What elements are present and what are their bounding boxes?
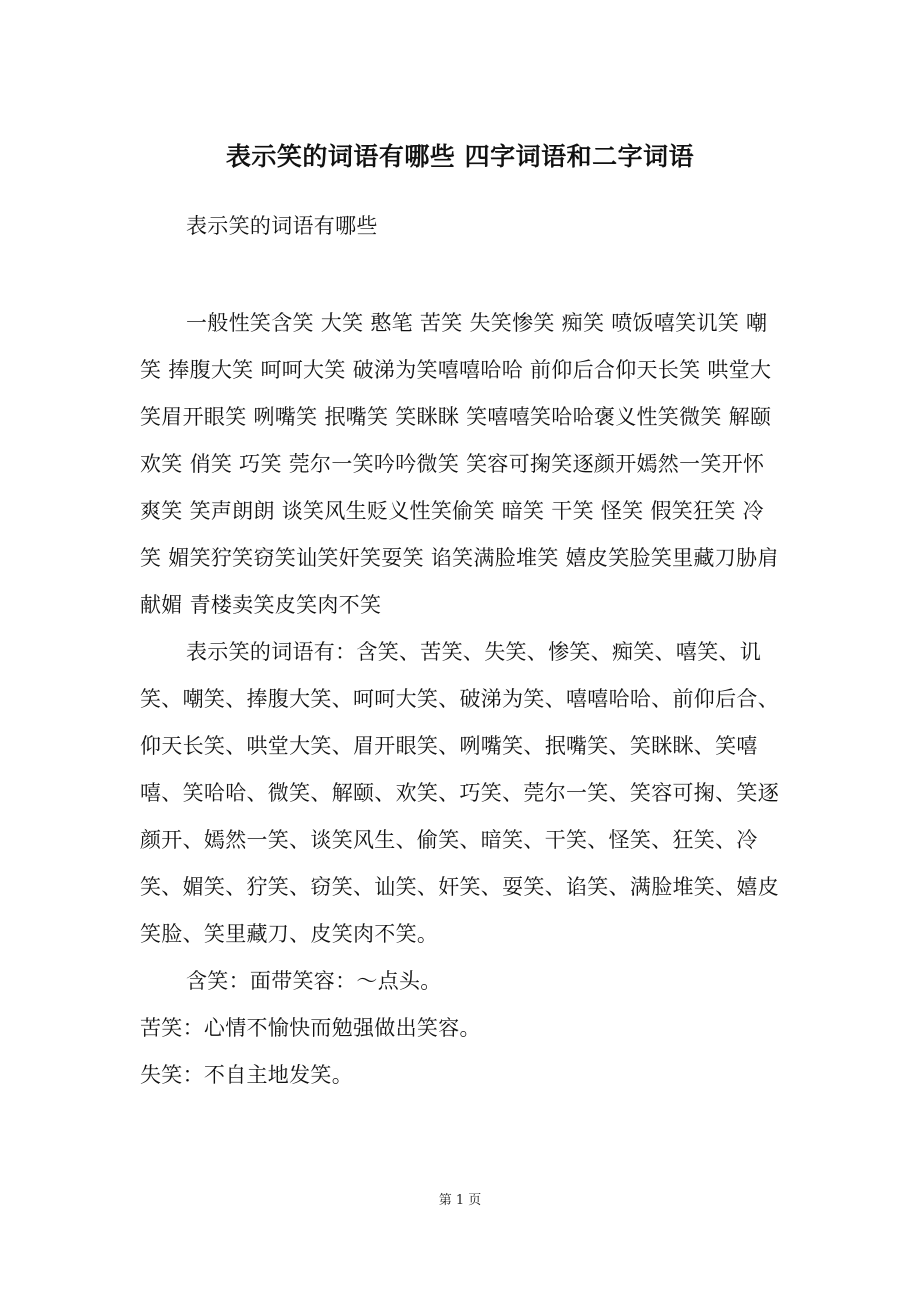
subtitle-block: [140, 203, 780, 250]
paragraph-definition-kuxiao: 苦笑：心情不愉快而勉强做出笑容。: [140, 1016, 481, 1040]
paragraph-word-categories: 一般性笑含笑 大笑 憨笔 苦笑 失笑惨笑 痴笑 喷饭嘻笑讥笑 嘲笑 捧腹大笑 呵呵大笑 破涕为笑嘻嘻哈哈 前仰后合仰天长笑 哄堂大笑眉开眼笑 咧嘴笑 抿嘴笑 笑眯眯 笑嘻嘻笑哈哈褒义性笑微笑 解颐欢笑 俏笑 巧笑 莞尔一笑吟吟微笑 笑容可掬笑逐颜开嫣然一笑开怀爽笑 笑声朗朗 谈笑风生贬义性笑偷笑 暗笑 干笑 怪笑 假笑狂笑 冷笑 媚笑狞笑窃笑讪笑奸笑耍笑 谄笑满脸堆笑 嬉皮笑脸笑里藏刀胁肩献媚 青楼卖笑皮笑肉不笑: [140, 311, 779, 617]
paragraph-definition-hanxiao: 含笑：面带笑容：～点头。: [186, 969, 442, 993]
subtitle-text: 表示笑的词语有哪些: [186, 214, 378, 238]
document-title: 表示笑的词语有哪些 四字词语和二字词语: [225, 142, 695, 171]
page-number: 第 1 页: [438, 1193, 482, 1208]
paragraph-word-list: 表示笑的词语有：含笑、苦笑、失笑、惨笑、痴笑、嘻笑、讥笑、嘲笑、捧腹大笑、呵呵大笑、破涕为笑、嘻嘻哈哈、前仰后合、仰天长笑、哄堂大笑、眉开眼笑、咧嘴笑、抿嘴笑、笑眯眯、笑嘻嘻、笑哈哈、微笑、解颐、欢笑、巧笑、莞尔一笑、笑容可掬、笑逐颜开、嫣然一笑、谈笑风生、偷笑、暗笑、干笑、怪笑、狂笑、冷笑、媚笑、狞笑、窃笑、讪笑、奸笑、耍笑、谄笑、满脸堆笑、嬉皮笑脸、笑里藏刀、皮笑肉不笑。: [140, 640, 779, 946]
paragraph-definition-shixiao: 失笑：不自主地发笑。: [140, 1063, 353, 1087]
body-text: [140, 300, 780, 1099]
